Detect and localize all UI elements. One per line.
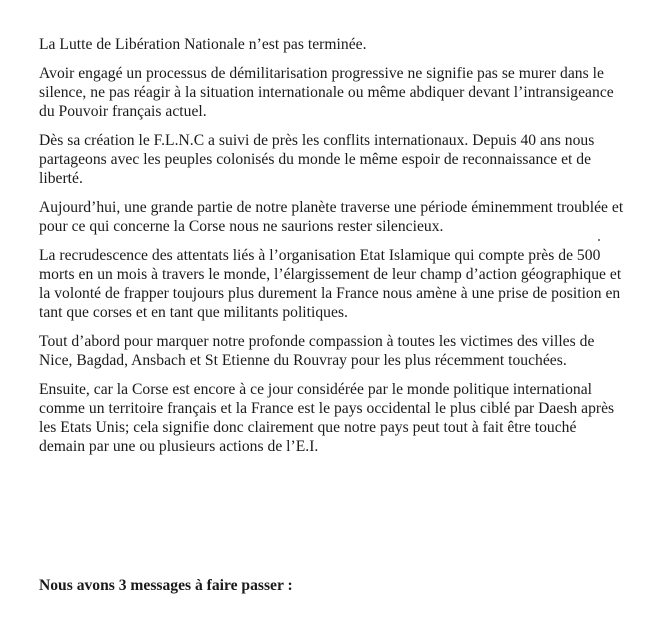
scan-speck (598, 239, 600, 241)
paragraph-6: Tout d’abord pour marquer notre profonde compassion à toutes les victimes des villes de Nice, Bagdad, Ansbach et St Etienne du Rouvray pour les plus récemment touchées. (39, 333, 595, 369)
paragraph-3: Dès sa création le F.L.N.C a suivi de près les conflits internationaux. Depuis 40 ans nous partageons avec les peuples colonisés du monde le même espoir de reconnaissance et de liberté. (39, 132, 595, 187)
section-heading: Nous avons 3 messages à faire passer : (39, 577, 293, 594)
paragraph-4: Aujourd’hui, une grande partie de notre planète traverse une période éminemment troublée et pour ce qui concerne la Corse nous ne saurions rester silencieux. (39, 199, 624, 235)
paragraph-5: La recrudescence des attentats liés à l’organisation Etat Islamique qui compte près de 500 morts en un mois à travers le monde, l’élargissement de leur champ d’action géographique et la volonté de frapper toujours plus durement la France nous amène à une prise de position en tant que corses et en tant que militants politiques. (39, 247, 622, 321)
paragraph-2: Avoir engagé un processus de démilitarisation progressive ne signifie pas se murer dans le silence, ne pas réagir à la situation internationale ou même abdiquer devant l’intransigeance du Pouvoir français actuel. (39, 65, 614, 120)
paragraph-7: Ensuite, car la Corse est encore à ce jour considérée par le monde politique international comme un territoire français et la France est le pays occidental le plus ciblé par Daesh après les Etats Unis; cela signifie donc clairement que notre pays peut tout à fait être touché demain par une ou plusieurs actions de l’E.I. (39, 381, 615, 455)
paragraph-1: La Lutte de Libération Nationale n’est pas terminée. (39, 36, 367, 53)
document-body (39, 35, 625, 466)
